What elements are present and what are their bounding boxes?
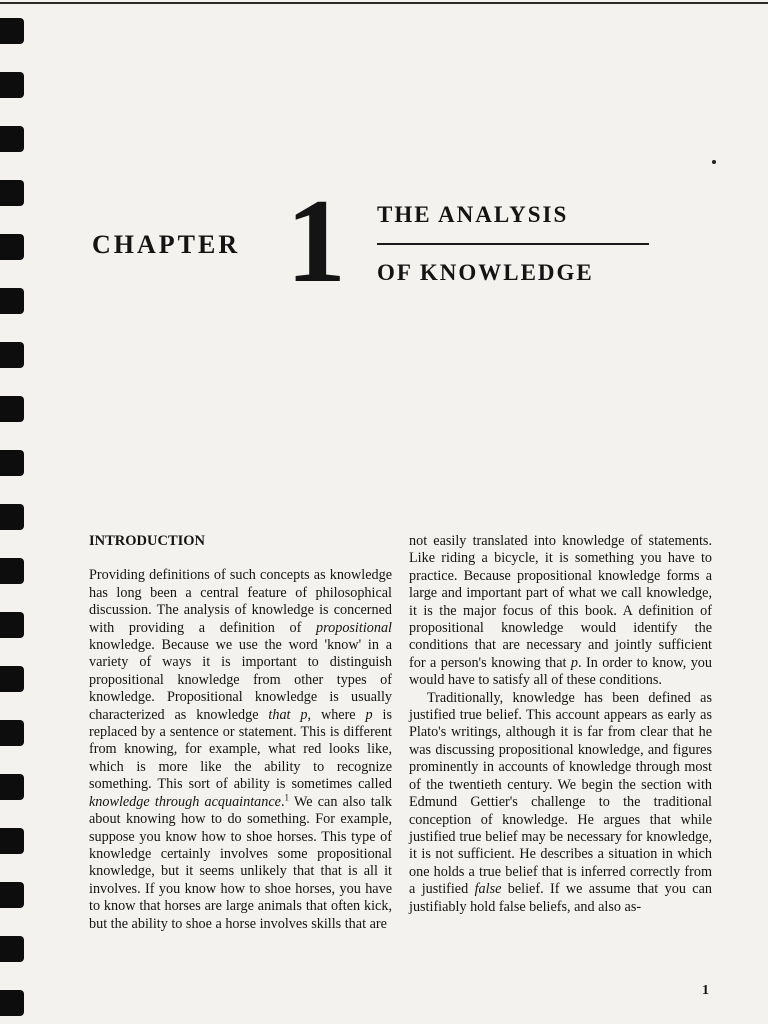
binding-hole	[0, 990, 24, 1016]
emphasis: knowledge through acquaintance	[89, 793, 281, 810]
footnote-marker: 1	[284, 791, 289, 802]
spiral-binding	[0, 0, 30, 1024]
ink-dot	[712, 160, 716, 164]
text-run: Providing definitions of such concepts as knowledge has long been a central feature of philosophical discussion. The analysis of knowledge is concerned with providing a definition of	[89, 567, 392, 636]
binding-hole	[0, 18, 24, 44]
binding-hole	[0, 72, 24, 98]
binding-hole	[0, 396, 24, 422]
binding-hole	[0, 666, 24, 692]
emphasis: p	[365, 706, 373, 723]
binding-hole	[0, 828, 24, 854]
binding-hole	[0, 882, 24, 908]
text-run: knowledge. Because we use the word 'know' in a variety of ways it is important to distinguish propositional knowledge from other types of knowledge. Propositional knowledge is usually characterized as knowledge	[89, 637, 392, 723]
binding-hole	[0, 558, 24, 584]
text-run: . In order to know, you would have to satisfy all of these conditions.	[409, 654, 712, 689]
text-run: We can also talk about knowing how to do something. For example, suppose you know how to shoe horses. This type of knowledge certainly involves some propositional knowledge, but it seems unlikely that that is all it involves. If you know how to shoe horses, you have to know that horses are large animals that often kick, but the ability to shoe a horse involves skills that are	[89, 793, 392, 932]
text-run: is replaced by a sentence or statement. This is different from knowing, for example, what red looks like, which is more like the ability to recognize something. This sort of ability is sometimes called	[89, 706, 392, 793]
emphasis: propositional	[316, 619, 392, 636]
text-run: Traditionally, knowledge has been defined as justified true belief. This account appears as early as Plato's writings, although it is far from clear that he was discussing propositional knowledge, and figures prominently in accounts of knowledge through most of the twentieth century. We begin the section with Edmund Gettier's challenge to the traditional conception of knowledge. He argues that while justified true belief may be necessary for knowledge, it is not sufficient. He describes a situation in which one holds a true belief that is inferred correctly from a justified	[409, 689, 712, 898]
traditional-paragraph	[409, 690, 712, 916]
section-heading: INTRODUCTION	[89, 533, 206, 549]
left-column	[89, 533, 392, 933]
binding-hole	[0, 450, 24, 476]
text-run: .	[280, 793, 285, 810]
chapter-label: CHAPTER	[92, 230, 241, 259]
binding-hole	[0, 126, 24, 152]
binding-hole	[0, 342, 24, 368]
text-run: not easily translated into knowledge of statements. Like riding a bicycle, it is something you have to practice. Because propositional knowledge forms a large and important part of what we call knowledge, it is the major focus of this book. A definition of propositional knowledge would identify the conditions that are necessary and jointly sufficient for a person's knowing that	[409, 533, 712, 671]
text-run: belief. If we assume that you can justifiably hold false beliefs, and also as-	[409, 881, 712, 915]
binding-hole	[0, 720, 24, 746]
emphasis: that p	[268, 706, 308, 723]
binding-hole	[0, 504, 24, 530]
chapter-number: 1	[286, 174, 346, 307]
emphasis: p	[570, 654, 578, 671]
intro-paragraph	[89, 567, 392, 933]
chapter-title-line-1: THE ANALYSIS	[377, 202, 569, 227]
binding-hole	[0, 288, 24, 314]
emphasis: false	[474, 881, 502, 898]
binding-hole	[0, 774, 24, 800]
top-edge-rule	[0, 2, 768, 4]
binding-hole	[0, 180, 24, 206]
binding-hole	[0, 936, 24, 962]
title-divider	[377, 243, 649, 245]
page-number: 1	[702, 983, 709, 998]
text-run: , where	[307, 706, 366, 723]
binding-hole	[0, 234, 24, 260]
chapter-title-line-2: OF KNOWLEDGE	[377, 260, 594, 285]
continued-paragraph	[409, 533, 712, 690]
binding-hole	[0, 612, 24, 638]
right-column	[409, 533, 712, 916]
